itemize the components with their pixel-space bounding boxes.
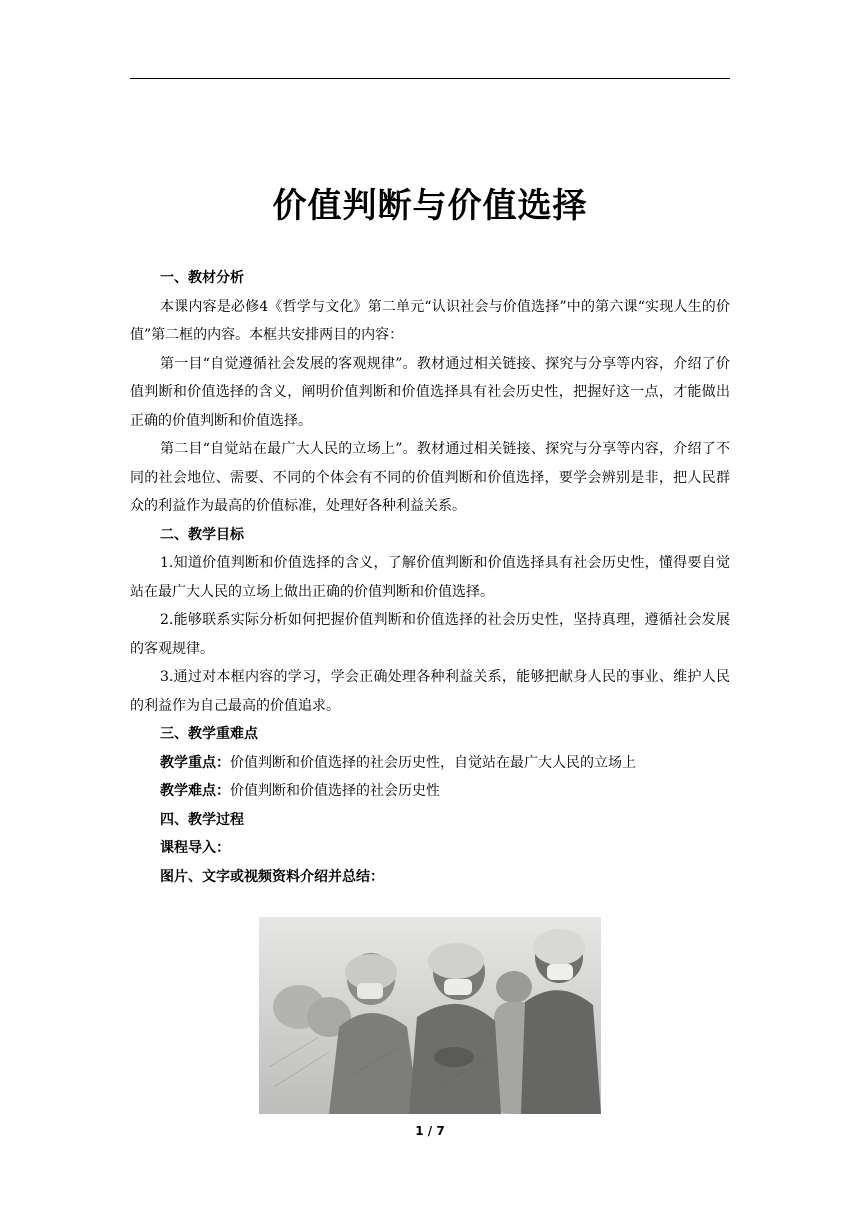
sketch-illustration [259, 917, 601, 1114]
difficulty-text: 价值判断和价值选择的社会历史性 [230, 783, 440, 799]
key-point-text: 价值判断和价值选择的社会历史性，自觉站在最广大人民的立场上 [230, 754, 636, 771]
course-intro-label: 课程导入： [160, 840, 230, 856]
key-point-label: 教学重点： [160, 754, 230, 771]
section-heading-objectives: 二、教学目标 [160, 526, 244, 543]
objective-item: 2.能够联系实际分析如何把握价值判断和价值选择的社会历史性，坚持真理，遵循社会发展的客观规律。 [130, 612, 730, 657]
paragraph: 第二目“自觉站在最广大人民的立场上”。教材通过相关链接、探究与分享等内容，介绍了不同的社会地位、需要、不同的个体会有不同的价值判断和价值选择，要学会辨别是非，把人民群众的利益作为最高的价值标准，处理好各种利益关系。 [130, 441, 730, 514]
sketch-of-medical-workers-image [259, 917, 601, 1114]
paragraph: 本课内容是必修4《哲学与文化》第二单元“认识社会与价值选择”中的第六课“实现人生的价值”第二框的内容。本框共安排两目的内容： [130, 298, 730, 343]
objective-item: 1.知道价值判断和价值选择的含义，了解价值判断和价值选择具有社会历史性，懂得要自觉站在最广大人民的立场上做出正确的价值判断和价值选择。 [130, 555, 730, 600]
section-heading-key-points: 三、教学重难点 [160, 726, 258, 742]
document-body [130, 264, 730, 891]
section-heading-process: 四、教学过程 [160, 811, 244, 828]
section-heading-analysis: 一、教材分析 [160, 270, 244, 286]
key-point-line [130, 749, 730, 778]
header-rule [130, 78, 730, 79]
difficulty-line [130, 777, 730, 806]
objective-item: 3.通过对本框内容的学习，学会正确处理各种利益关系，能够把献身人民的事业、维护人民的利益作为自己最高的价值追求。 [130, 669, 730, 714]
material-intro-label: 图片、文字或视频资料介绍并总结： [160, 868, 384, 885]
difficulty-label: 教学难点： [160, 783, 230, 799]
page-number: 1 / 7 [415, 1124, 445, 1138]
document-title: 价值判断与价值选择 [272, 186, 588, 226]
paragraph: 第一目“自觉遵循社会发展的客观规律”。教材通过相关链接、探究与分享等内容，介绍了价值判断和价值选择的含义，阐明价值判断和价值选择具有社会历史性，把握好这一点，才能做出正确的价值判断和价值选择。 [130, 355, 730, 429]
